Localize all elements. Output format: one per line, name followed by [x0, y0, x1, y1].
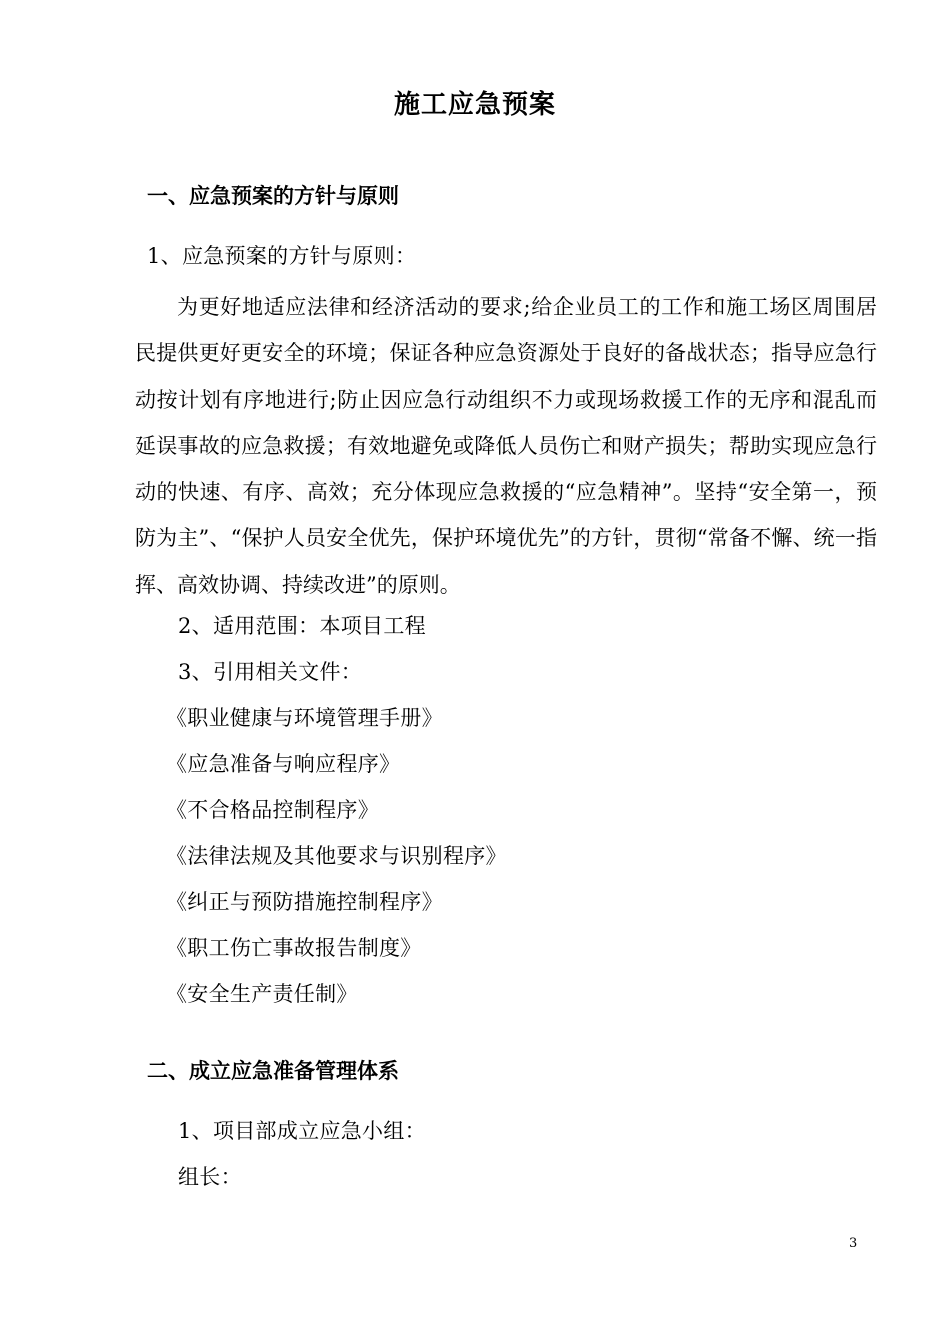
reference-item: 《不合格品控制程序》: [166, 798, 379, 822]
reference-item: 《职业健康与环境管理手册》: [166, 706, 443, 730]
item-1-label: 1、应急预案的方针与原则：: [147, 244, 417, 268]
item-1-emergency-team: 1、项目部成立应急小组：: [178, 1119, 426, 1143]
reference-item: 《纠正与预防措施控制程序》: [166, 890, 443, 914]
reference-item: 《法律法规及其他要求与识别程序》: [166, 844, 507, 868]
section-heading-2: 二、成立应急准备管理体系: [147, 1058, 399, 1083]
page-number: 3: [849, 1236, 858, 1251]
team-leader-label: 组长：: [178, 1165, 242, 1189]
principles-paragraph: 为更好地适应法律和经济活动的要求;给企业员工的工作和施工场区周围居民提供更好更安全的环境；保证各种应急资源处于良好的备战状态；指导应急行动按计划有序地进行;防止因应急行动组织不力或现场救援工作的无序和混乱而延误事故的应急救援；有效地避免或降低人员伤亡和财产损失；帮助实现应急行动的快速、有序、高效；充分体现应急救援的“应急精神”。坚持“安全第一，预防为主”、“保护人员安全优先，保护环境优先”的方针，贯彻“常备不懈、统一指挥、高效协调、持续改进”的原则。: [135, 295, 877, 597]
item-2-scope: 2、适用范围：本项目工程: [178, 614, 426, 638]
reference-item: 《职工伤亡事故报告制度》: [166, 936, 422, 960]
document-title: 施工应急预案: [393, 90, 556, 120]
item-3-references-label: 3、引用相关文件：: [178, 660, 363, 684]
section-heading-1: 一、应急预案的方针与原则: [147, 183, 399, 208]
reference-item: 《应急准备与响应程序》: [166, 752, 401, 776]
reference-item: 《安全生产责任制》: [166, 982, 358, 1006]
